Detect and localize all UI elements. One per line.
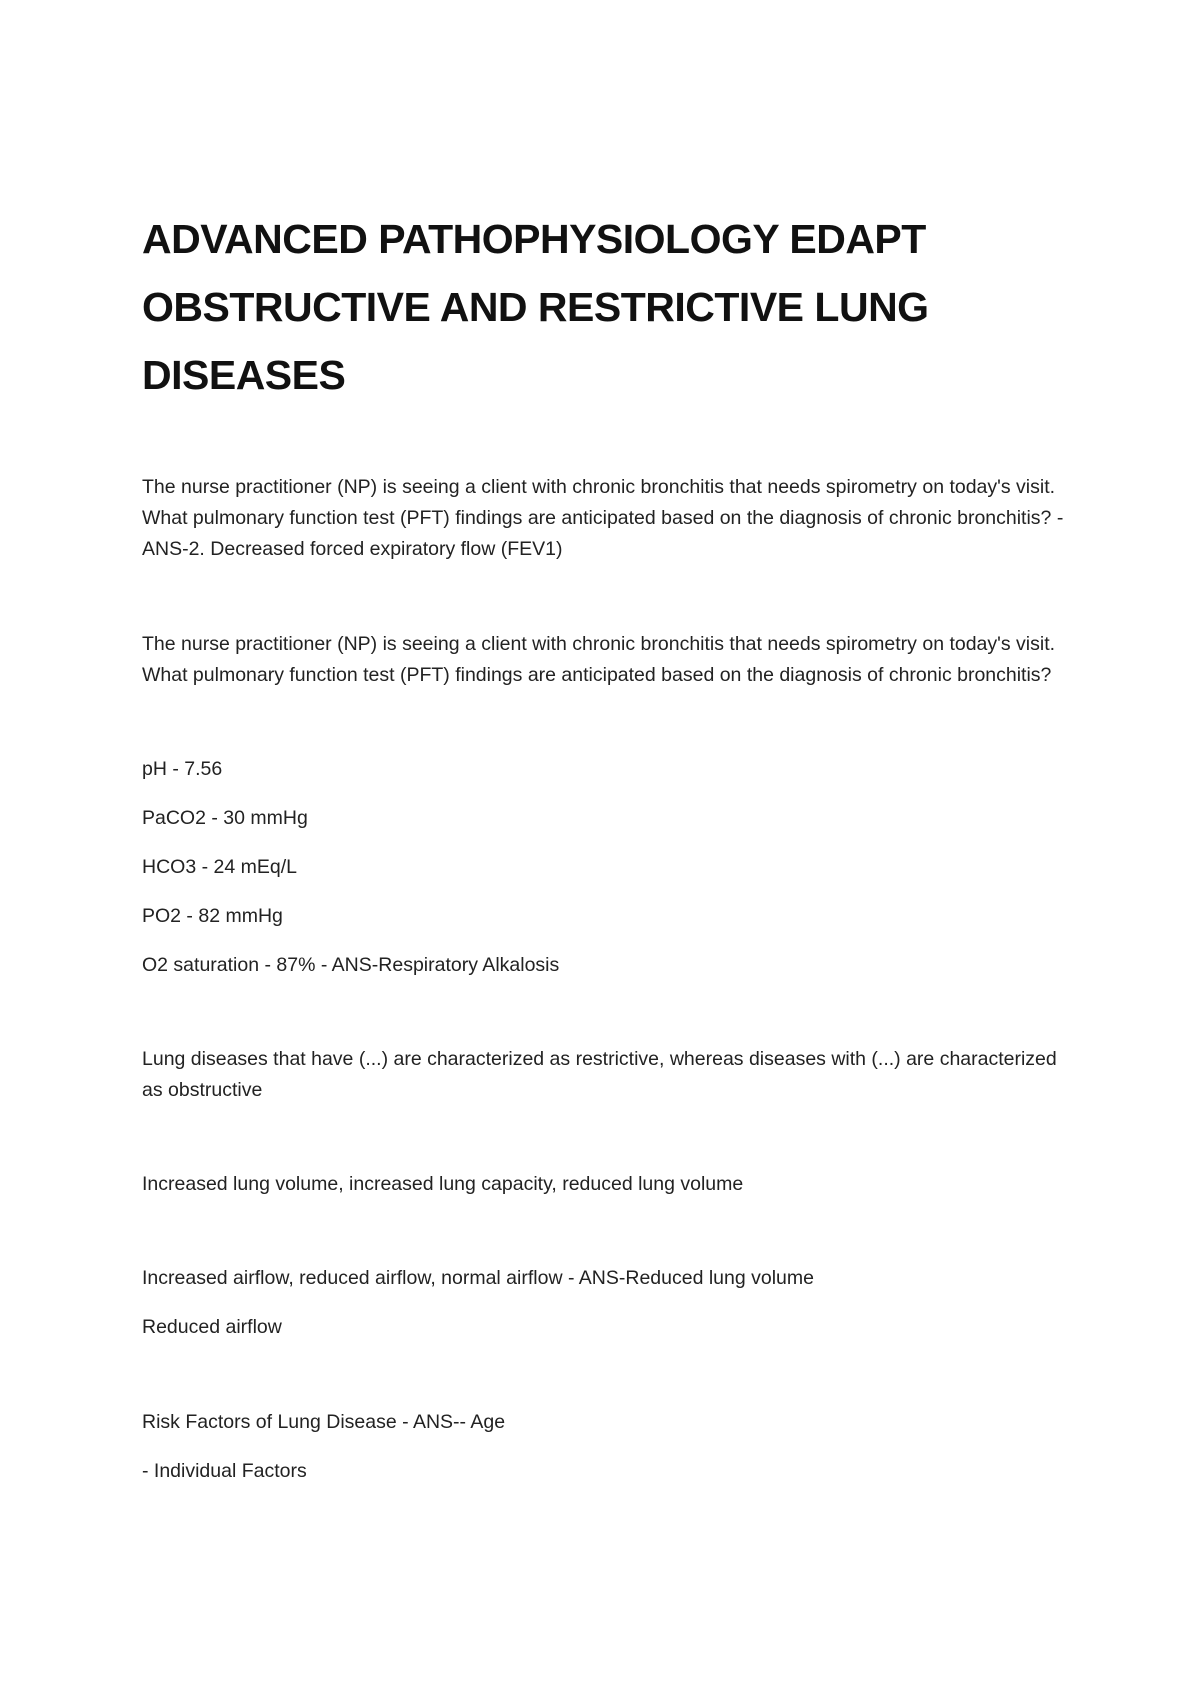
lab-value-o2-saturation: O2 saturation - 87% - ANS-Respiratory Alkalosis — [142, 954, 560, 976]
lab-value-ph: pH - 7.56 — [142, 758, 223, 780]
title-line: OBSTRUCTIVE AND RESTRICTIVE LUNG — [142, 284, 929, 330]
risk-factors-heading: Risk Factors of Lung Disease - ANS-- Age — [142, 1411, 506, 1433]
lab-value-po2: PO2 - 82 mmHg — [142, 905, 283, 927]
lab-value-hco3: HCO3 - 24 mEq/L — [142, 856, 297, 878]
risk-factor-item: - Individual Factors — [142, 1460, 307, 1482]
lab-value-paco2: PaCO2 - 30 mmHg — [142, 807, 308, 829]
answer-options-volume: Increased lung volume, increased lung capacity, reduced lung volume — [142, 1173, 744, 1195]
question-answer-1: The nurse practitioner (NP) is seeing a client with chronic bronchitis that needs spirometry on today's visit. What pulmonary function test (PFT) findings are anticipated based on the diagnosis of chronic bronchitis? - ANS-2. Decreased forced expiratory flow (FEV1) — [142, 476, 1064, 560]
question-3: Lung diseases that have (...) are characterized as restrictive, whereas diseases with (...) are characterized as obstructive — [142, 1048, 1057, 1101]
question-2: The nurse practitioner (NP) is seeing a client with chronic bronchitis that needs spirometry on today's visit. What pulmonary function test (PFT) findings are anticipated based on the diagnosis of chronic bronchitis? — [142, 633, 1056, 686]
answer-options-airflow — [142, 1263, 1072, 1343]
document-content — [142, 205, 1072, 1505]
document-title — [142, 205, 1072, 409]
airflow-options-line: Increased airflow, reduced airflow, normal airflow - ANS-Reduced lung volume — [142, 1267, 814, 1289]
lab-values — [142, 754, 1072, 981]
title-line: DISEASES — [142, 352, 346, 398]
title-line: ADVANCED PATHOPHYSIOLOGY EDAPT — [142, 216, 926, 262]
airflow-answer-line: Reduced airflow — [142, 1316, 282, 1338]
risk-factors — [142, 1407, 1072, 1487]
